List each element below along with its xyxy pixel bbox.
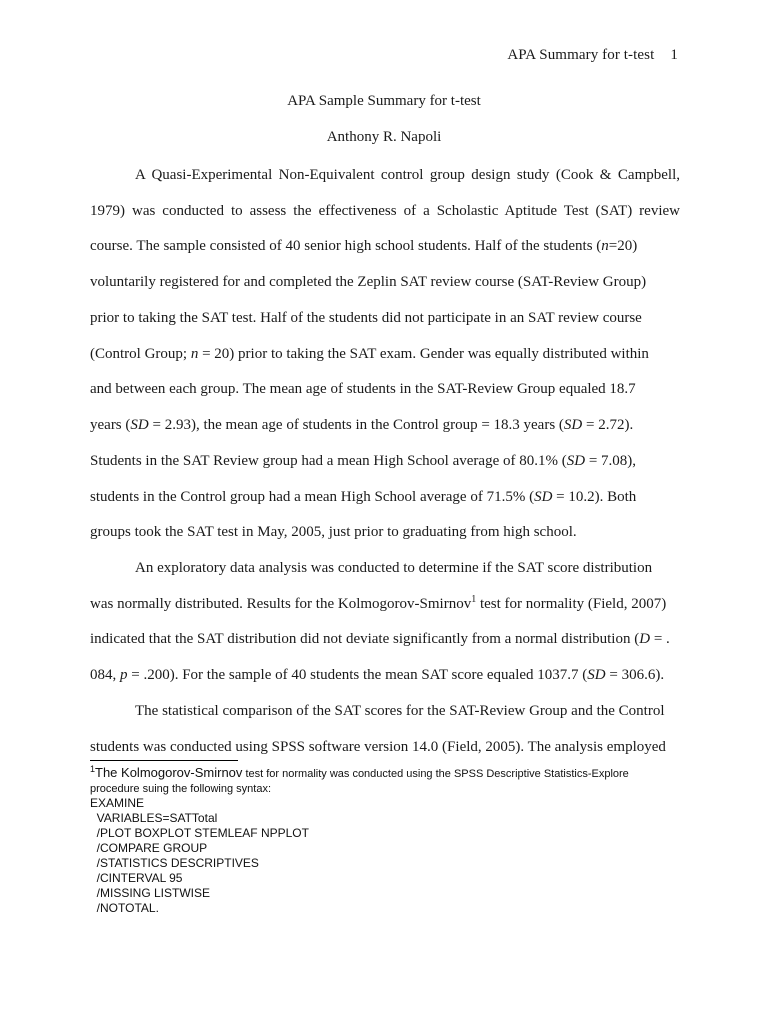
para3-line-1: The statistical comparison of the SAT scores for the SAT-Review Group and the Control (135, 703, 665, 719)
footnote-separator (90, 760, 238, 761)
para1-line-11: groups took the SAT test in May, 2005, just prior to graduating from high school. (90, 524, 577, 540)
para1-line-10: students in the Control group had a mean High School average of 71.5% (SD = 10.2). Both (90, 489, 637, 505)
syntax-line-2: VARIABLES=SATTotal (90, 811, 218, 825)
footnote-line-1: $^1$The Kolmogorov-Smirnov test for normality was conducted using the SPSS Descriptive Statistics-Explore (90, 764, 629, 780)
document-title: APA Sample Summary for t-test (287, 93, 481, 109)
syntax-line-4: /COMPARE GROUP (90, 841, 208, 855)
para1-line-5: prior to taking the SAT test. Half of the students did not participate in an SAT review course (90, 310, 642, 326)
syntax-line-8: /NOTOTAL. (90, 901, 159, 915)
para1-line-2: 1979) was conducted to assess the effectiveness of a Scholastic Aptitude Test (SAT) review (90, 203, 680, 219)
running-head (507, 47, 678, 64)
syntax-line-3: /PLOT BOXPLOT STEMLEAF NPPLOT (90, 826, 309, 840)
para1-line-1: A Quasi-Experimental Non-Equivalent control group design study (Cook & Campbell, (135, 167, 680, 183)
para1-line-9: Students in the SAT Review group had a mean High School average of 80.1% (SD = 7.08), (90, 453, 637, 469)
syntax-line-5: /STATISTICS DESCRIPTIVES (90, 856, 259, 870)
author-name: Anthony R. Napoli (326, 129, 442, 145)
syntax-line-6: /CINTERVAL 95 (90, 871, 183, 885)
para1-line-6: (Control Group; n = 20) prior to taking the SAT exam. Gender was equally distributed within (90, 346, 649, 362)
para3-line-2: students was conducted using SPSS software version 14.0 (Field, 2005). The analysis employed (90, 739, 666, 755)
para2-line-4: 084, p = .200). For the sample of 40 students the mean SAT score equaled 1037.7 (SD = 306.6). (90, 667, 665, 683)
page-number: 1 (670, 47, 678, 63)
running-head-text: APA Summary for t-test (507, 47, 655, 63)
footnote-line-2: procedure suing the following syntax: (90, 783, 271, 795)
syntax-line-7: /MISSING LISTWISE (90, 886, 211, 900)
para2-line-1: An exploratory data analysis was conducted to determine if the SAT score distribution (135, 560, 653, 576)
para1-line-4: voluntarily registered for and completed the Zeplin SAT review course (SAT-Review Group) (90, 274, 647, 290)
syntax-line-1: EXAMINE (90, 796, 145, 810)
para2-line-2: was normally distributed. Results for the Kolmogorov-Smirnov$^1$ test for normality (Field, 2007) (90, 594, 667, 612)
para1-line-3: course. The sample consisted of 40 senior high school students. Half of the students (n=20) (90, 238, 638, 254)
para2-line-3: indicated that the SAT distribution did not deviate significantly from a normal distribution (D = . (90, 631, 670, 647)
para1-line-8: years (SD = 2.93), the mean age of students in the Control group = 18.3 years (SD = 2.72). (90, 417, 634, 433)
footnote-ref: 1 (471, 594, 477, 605)
para1-line-7: and between each group. The mean age of students in the SAT-Review Group equaled 18.7 (90, 381, 636, 397)
